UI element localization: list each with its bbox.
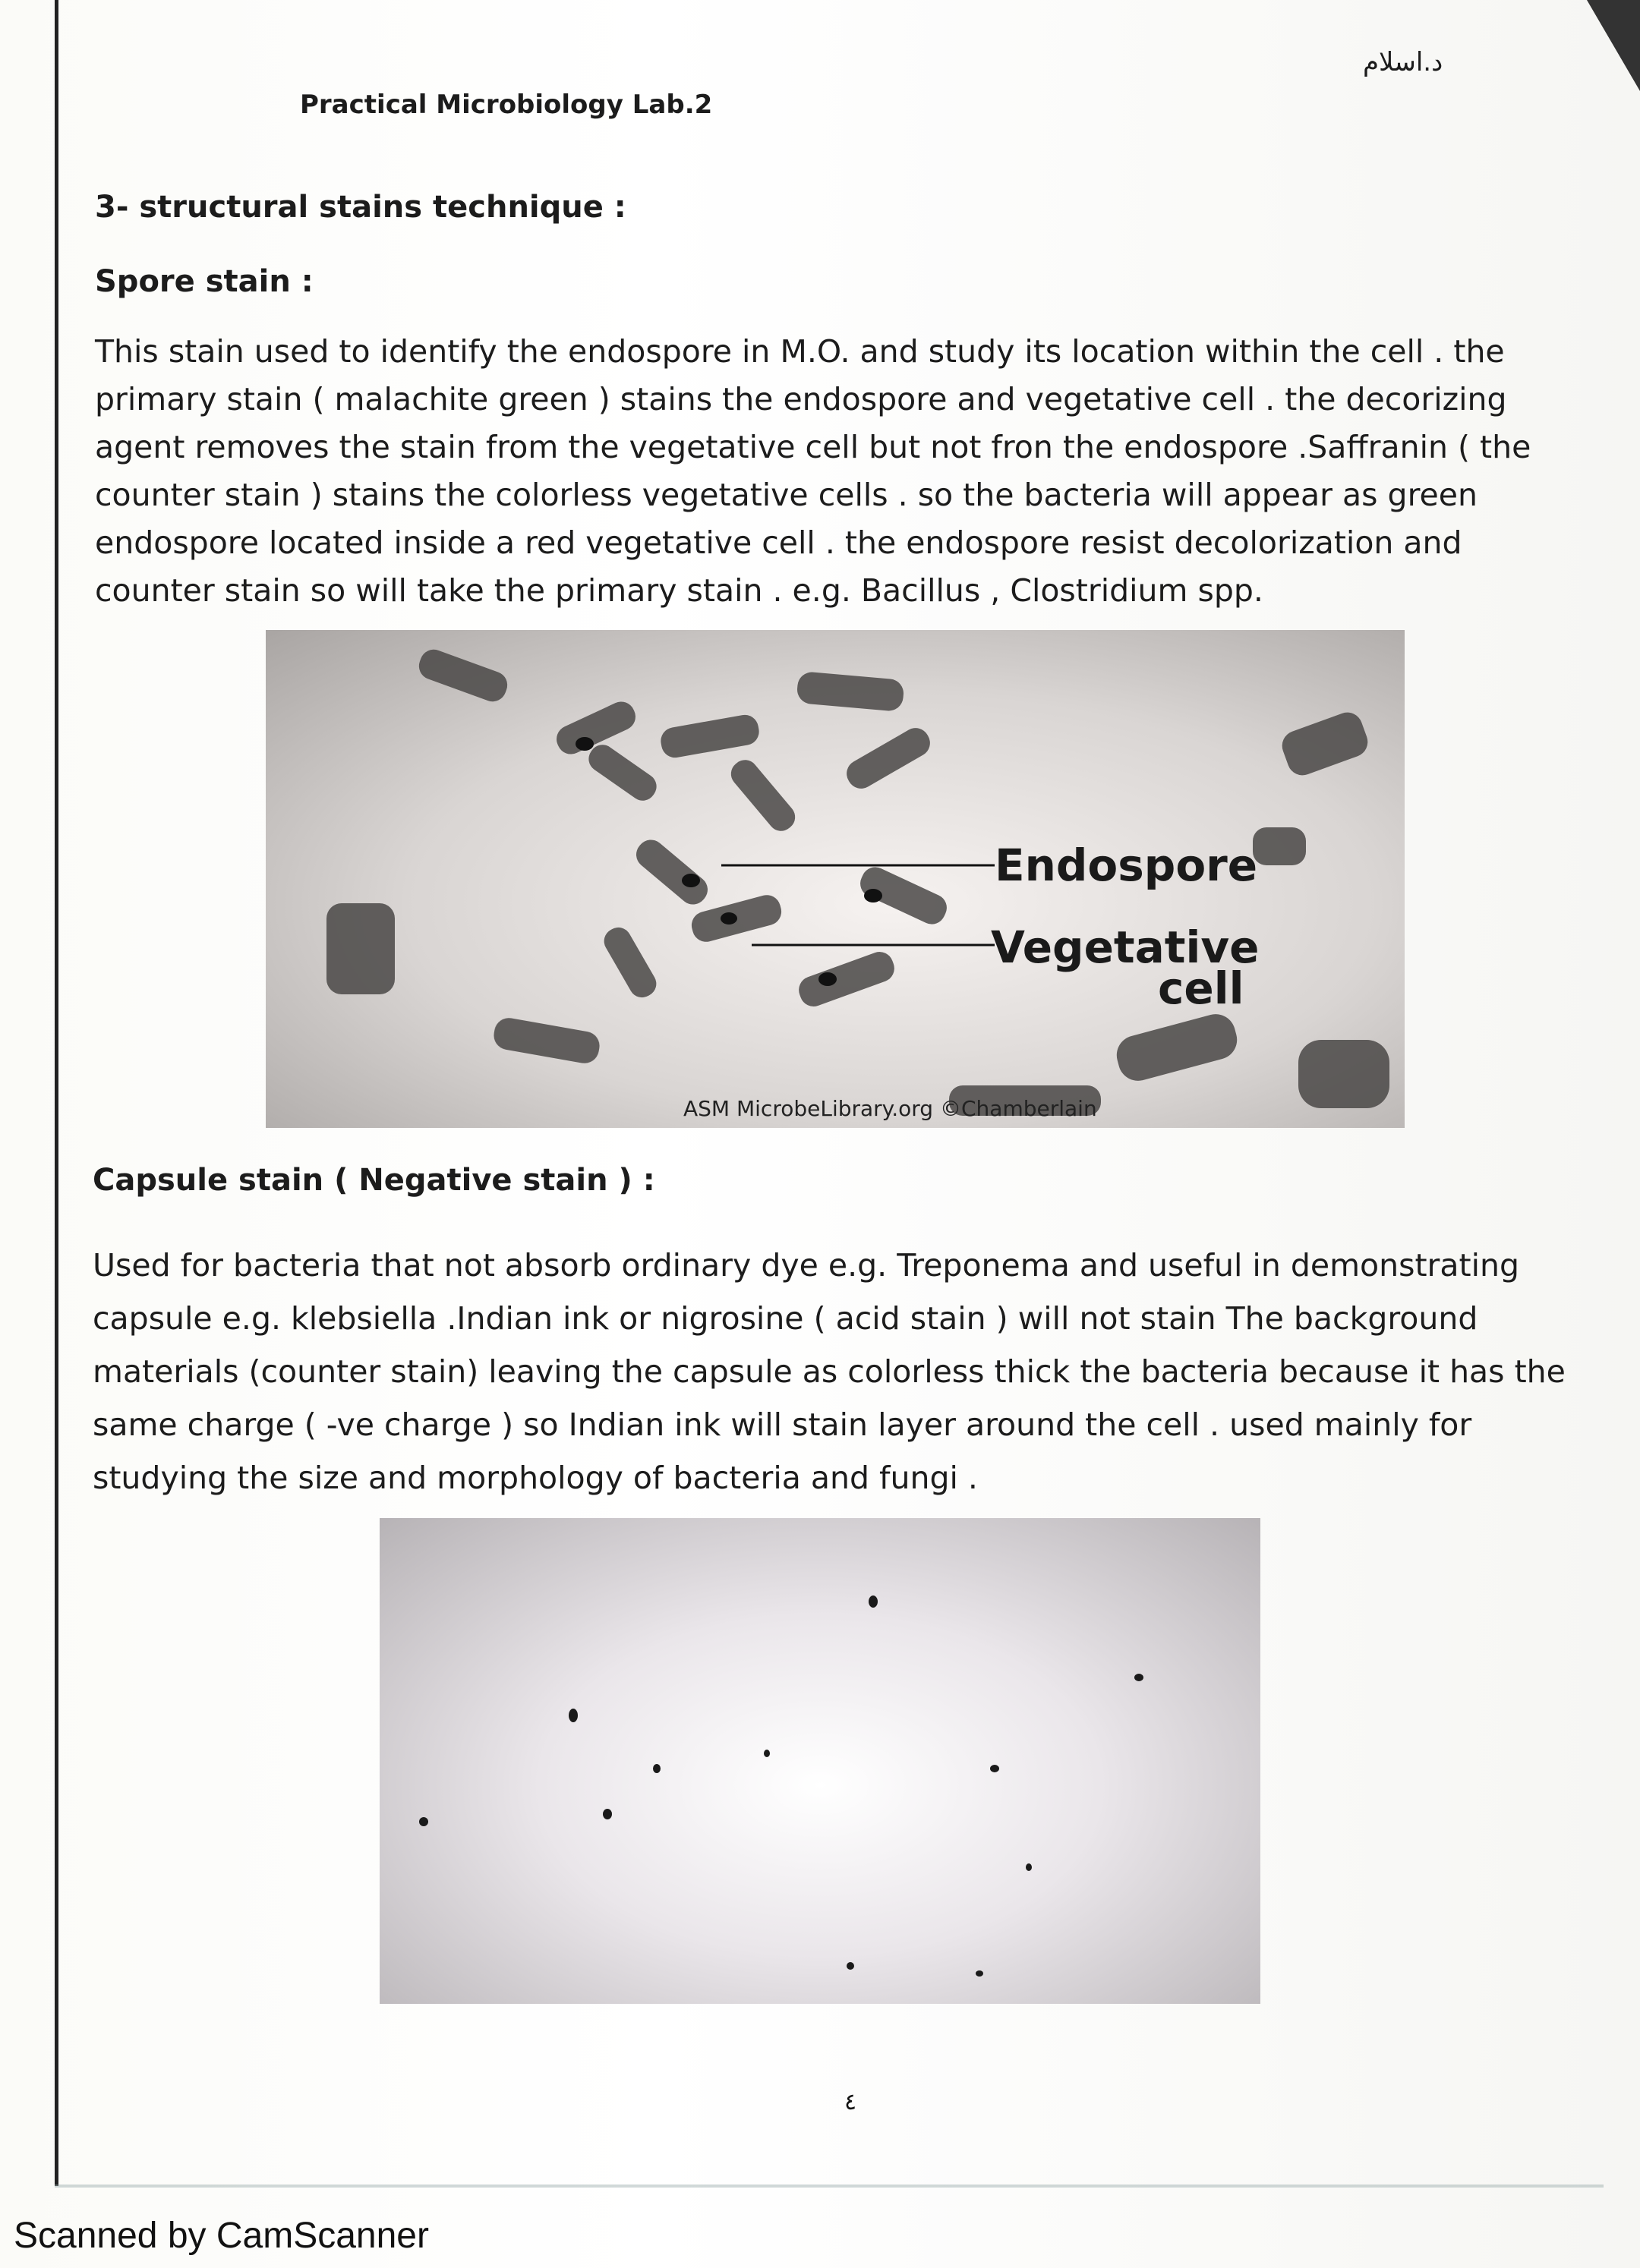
paragraph-line: endospore located inside a red vegetative cell . the endospore resist decolorization and — [95, 524, 1462, 561]
spore-stain-title: Spore stain : — [95, 264, 314, 299]
endospore-label: Endospore — [995, 839, 1258, 891]
paragraph-line: Used for bacteria that not absorb ordinary dye e.g. Treponema and useful in demonstrating — [93, 1247, 1519, 1284]
paragraph-line: counter stain so will take the primary stain . e.g. Bacillus , Clostridium spp. — [95, 572, 1263, 609]
bottom-margin-rule — [55, 2185, 1604, 2188]
spore-stain-micrograph — [266, 630, 1405, 1128]
paragraph-line: studying the size and morphology of bacteria and fungi . — [93, 1460, 978, 1496]
camscanner-watermark: Scanned by CamScanner — [14, 2216, 429, 2256]
cell-label: cell — [1158, 962, 1244, 1014]
course-title: Practical Microbiology Lab.2 — [300, 90, 713, 120]
left-margin-rule — [55, 0, 58, 2186]
page-corner-fold — [1587, 0, 1640, 91]
micrograph-credit: ASM MicrobeLibrary.org ©Chamberlain — [683, 1096, 1097, 1121]
author-name: د.اسلام — [1363, 47, 1443, 77]
capsule-stain-paragraph — [93, 1239, 1566, 1504]
capsule-micrograph-drawing — [380, 1518, 1260, 2004]
section-title: 3- structural stains technique : — [95, 190, 626, 225]
spore-stain-paragraph — [95, 328, 1531, 615]
paragraph-line: counter stain ) stains the colorless vegetative cells . so the bacteria will appear as green — [95, 477, 1478, 513]
paragraph-line: This stain used to identify the endospore in M.O. and study its location within the cell . the — [95, 333, 1505, 370]
paragraph-line: primary stain ( malachite green ) stains the endospore and vegetative cell . the decorizing — [95, 381, 1507, 417]
page-number: ٤ — [844, 2089, 857, 2115]
capsule-stain-title: Capsule stain ( Negative stain ) : — [93, 1163, 655, 1198]
paragraph-line: same charge ( -ve charge ) so Indian ink will stain layer around the cell . used mainly for — [93, 1406, 1472, 1443]
paragraph-line: materials (counter stain) leaving the capsule as colorless thick the bacteria because it has the — [93, 1353, 1566, 1390]
capsule-stain-micrograph — [380, 1518, 1260, 2004]
vegetative-label: Vegetative — [991, 921, 1260, 973]
paragraph-line: agent removes the stain from the vegetative cell but not fron the endospore .Saffranin ( the — [95, 429, 1531, 465]
spore-micrograph-labels — [266, 630, 1405, 1128]
paragraph-line: capsule e.g. klebsiella .Indian ink or nigrosine ( acid stain ) will not stain The background — [93, 1300, 1478, 1337]
